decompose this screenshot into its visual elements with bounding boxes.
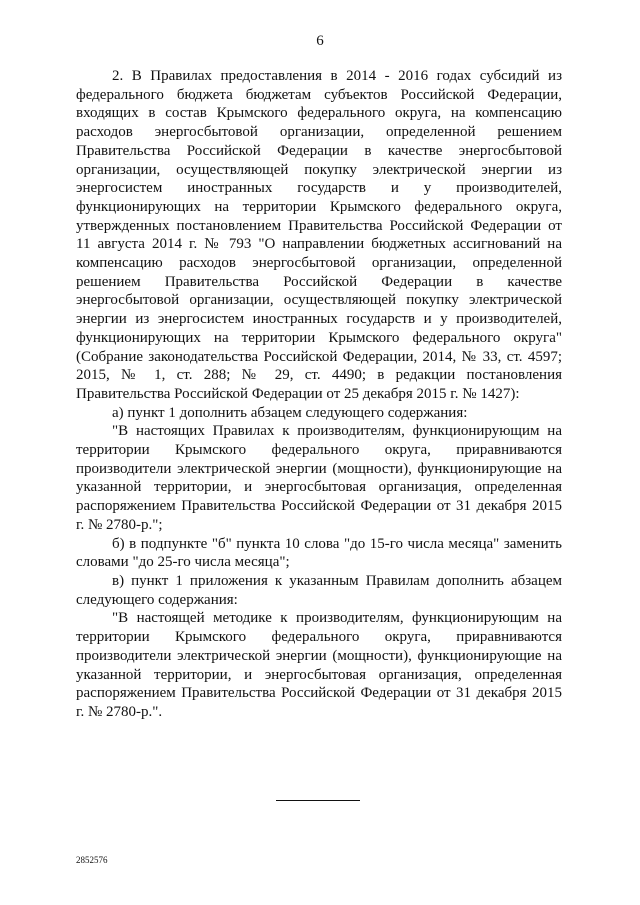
page-number: 6 <box>316 33 324 49</box>
end-divider <box>276 800 360 801</box>
paragraph-item-b: б) в подпункте "б" пункта 10 слова "до 15-го числа месяца" заменить словами "до 25-го числа месяца"; <box>76 535 562 571</box>
paragraph-amendment-intro: 2. В Правилах предоставления в 2014 - 2016 годах субсидий из федерального бюджета бюджетам субъектов Российской Федерации, входящих в состав Крымского федерального округа, на компенсацию расходов энергосбытовой организации, определенной решением Правительства Российской Федерации в качестве энергосбытовой организации, осуществляющей покупку электрической энергии из энергосистем иностранных государств и у производителей, функционирующих на территории Крымского федерального округа, утвержденных постановлением Правительства Российской Федерации от 11 августа 2014 г. № 793 "О направлении бюджетных ассигнований на компенсацию расходов энергосбытовой организации, определенной решением Правительства Российской Федерации в качестве энергосбытовой организации, осуществляющей покупку электрической энергии из энергосистем иностранных государств и у производителей, функционирующих на территории Крымского федерального округа" (Собрание законодательства Российской Федерации, 2014, № 33, ст. 4597; 2015, № 1, ст. 288; № 29, ст. 4490; в редакции постановления Правительства Российской Федерации от 25 декабря 2015 г. № 1427): <box>76 68 562 402</box>
paragraph-quote-rules: "В настоящих Правилах к производителям, функционирующим на территории Крымского федерального округа, приравниваются производители электрической энергии (мощности), функционирующие на указанной территории, и энергосбытовая организация, определенная распоряжением Правительства Российской Федерации от 31 декабря 2015 г. № 2780-р."; <box>76 423 562 533</box>
paragraph-quote-methodology: "В настоящей методике к производителям, функционирующим на территории Крымского федерального округа, приравниваются производители электрической энергии (мощности), функционирующие на указанной территории, и энергосбытовая организация, определенная распоряжением Правительства Российской Федерации от 31 декабря 2015 г. № 2780-р.". <box>76 610 562 720</box>
paragraph-item-c: в) пункт 1 приложения к указанным Правилам дополнить абзацем следующего содержания: <box>76 572 562 608</box>
document-body <box>76 67 562 722</box>
paragraph-item-a: а) пункт 1 дополнить абзацем следующего содержания: <box>112 404 468 421</box>
document-code: 2852576 <box>76 855 108 865</box>
